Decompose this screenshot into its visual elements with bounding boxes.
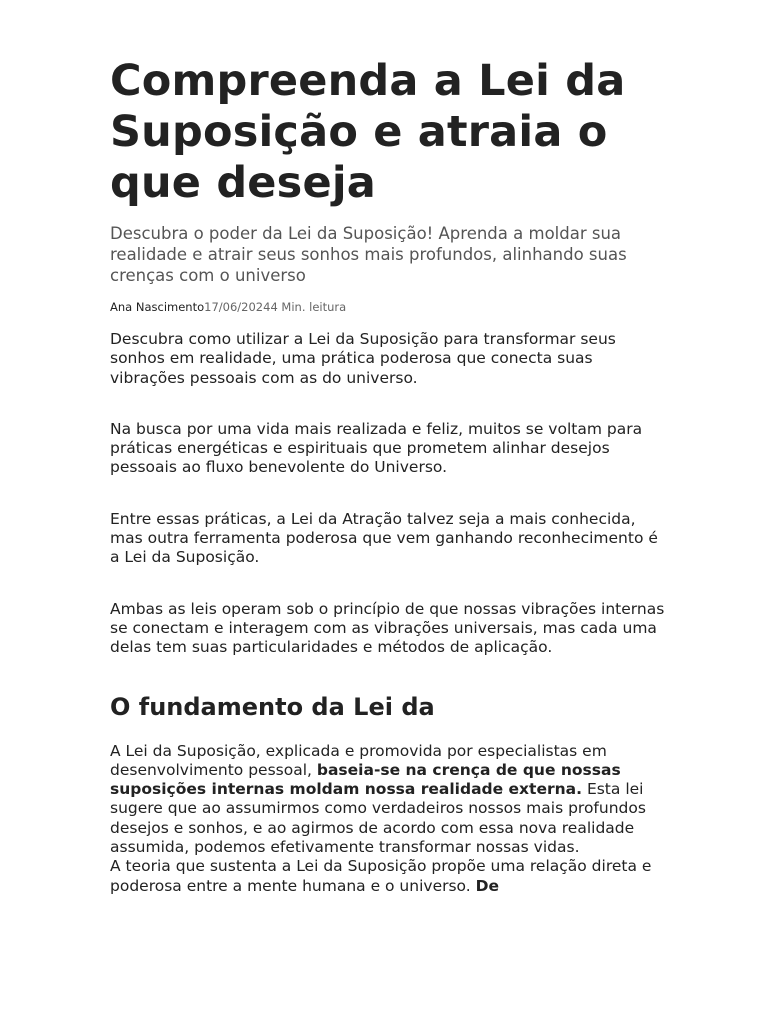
- paragraph: Na busca por uma vida mais realizada e feliz, muitos se voltam para práticas energéticas e espirituais que prometem alinhar desejos pessoais ao fluxo benevolente do Universo.: [110, 419, 643, 477]
- text-run: A Lei da Suposição, explicada e promovida por especialistas em desenvolvimento pessoal,: [110, 741, 607, 779]
- section-heading: O fundamento da Lei da: [110, 692, 435, 721]
- article-subtitle: Descubra o poder da Lei da Suposição! Aprenda a moldar sua realidade e atrair seus sonhos mais profundos, alinhando suas crenças com o universo: [110, 224, 627, 285]
- text-run: Esta lei sugere que ao assumirmos como verdadeiros nossos mais profundos desejos e sonhos, e ao agirmos de acordo com essa nova realidade assumida, podemos efetivamente transformar nossas vidas.: [110, 780, 646, 857]
- bold-text-run: baseia-se na crença de que nossas suposições internas moldam nossa realidade externa.: [110, 760, 621, 799]
- section-paragraph: [110, 857, 670, 896]
- bold-text-run: De: [475, 876, 500, 895]
- section-paragraph: [110, 742, 670, 858]
- read-time: 4 Min. leitura: [270, 300, 347, 314]
- paragraph: Ambas as leis operam sob o princípio de que nossas vibrações internas se conectam e interagem com as vibrações universais, mas cada uma delas tem suas particularidades e métodos de aplicação.: [110, 599, 665, 657]
- article-title: Compreenda a Lei da Suposição e atraia o que deseja: [110, 56, 626, 208]
- article-meta: [110, 300, 670, 314]
- paragraph-intro: Descubra como utilizar a Lei da Suposição para transformar seus sonhos em realidade, uma prática poderosa que conecta suas vibrações pessoais com as do universo.: [110, 330, 616, 387]
- author-name[interactable]: Ana Nascimento: [110, 300, 205, 314]
- publish-date: 17/06/2024: [204, 300, 271, 314]
- text-run: A teoria que sustenta a Lei da Suposição propõe uma relação direta e poderosa entre a mente humana e o universo.: [110, 857, 652, 895]
- paragraph: Entre essas práticas, a Lei da Atração talvez seja a mais conhecida, mas outra ferramenta poderosa que vem ganhando reconhecimento é a Lei da Suposição.: [110, 509, 658, 567]
- article: [110, 56, 670, 896]
